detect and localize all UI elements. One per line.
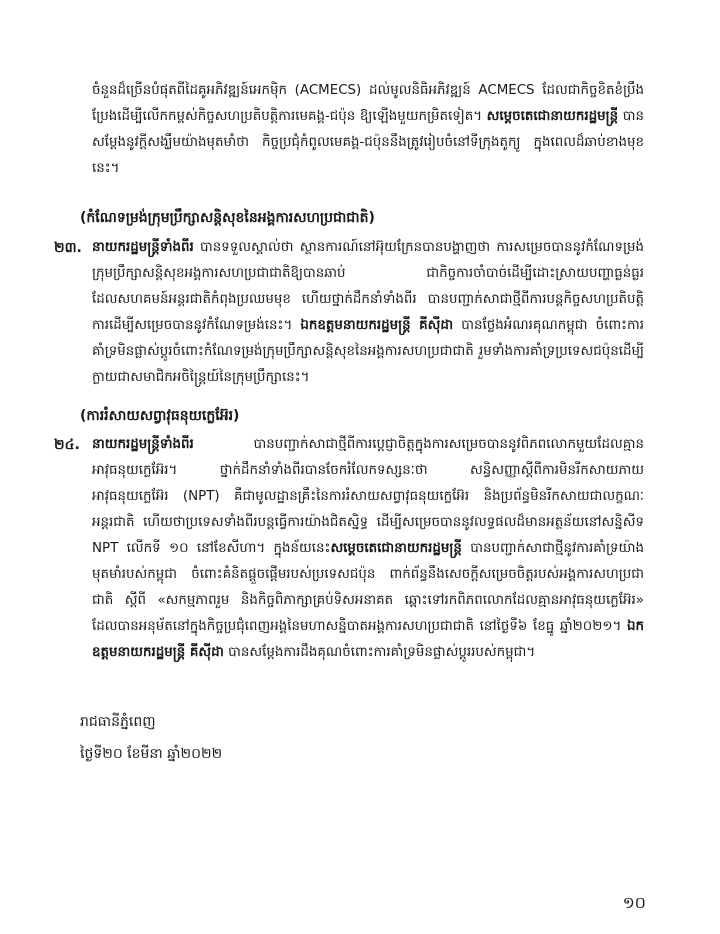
heading-nuclear-disarmament: (ការរំសាយសព្វាវុធនុយក្លេអ៊ែរ) (80, 408, 240, 424)
intro-bold-1: សម្តេចតេជោនាយករដ្ឋមន្ត្រី (486, 109, 619, 124)
intro-text-2: បានសម្តែងនូវក្តីសង្ឃឹមយ៉ាងមុតមាំថា កិច្ចប្រជុំកំពូលមេគង្គ-ជប៉ុននឹងត្រូវរៀបចំនៅទីក្រុងតូក្យូ ក្នុងពេលដ៏ឆាប់ខាងមុខនេះ។ (92, 109, 644, 176)
section-24-number: ២៤. (54, 437, 80, 453)
section-24-text-3: បានសម្តែងការដឹងគុណចំពោះការគាំទ្រមិនផ្លាស់ប្តូររបស់កម្ពុជា។ (223, 645, 536, 660)
section-24-bold-3: ឯកឧត្តមនាយករដ្ឋមន្ត្រី គីស៊ីដា (92, 619, 644, 660)
section-23-paragraph (92, 235, 644, 391)
section-24-lead: នាយករដ្ឋមន្ត្រីទាំងពីរ (92, 437, 194, 452)
section-23-text-2: បានថ្លែងអំណរគុណកម្ពុជា ចំពោះការគាំទ្រមិនផ្លាស់ប្តូរចំពោះកំណែទម្រង់ក្រុមប្រឹក្សាសន្តិសុខនៃអង្គការសហប្រជាជាតិ រួមទាំងការគាំទ្រប្រទេសជប៉ុនដើម្បីក្លាយជាសមាជិកអចិន្ត្រៃយ៍នៃក្រុមប្រឹក្សានេះ។ (92, 318, 645, 385)
section-23-text-1: បានទទួលស្គាល់ថា ស្ថានការណ៍នៅអ៊ុយក្រែនបានបង្ហាញថា ការសម្រេចបាននូវកំណែទម្រង់ក្រុមប្រឹក្សាសន្តិសុខអង្គការសហប្រជាជាតិឱ្យបានឆាប់ ជាកិច្ចការចាំបាច់ដើម្បីដោះស្រាយបញ្ហាធ្ងន់ធ្ងរ ដែលសហគមន៍អន្តរជាតិកំពុងប្រឈមមុខ ហើយថ្នាក់ដឹកនាំទាំងពីរ បានបញ្ជាក់សាជាថ្មីពីការបន្តកិច្ចសហប្រតិបត្តិការដើម្បីសម្រេចបាននូវកំណែទម្រង់នេះ។ (92, 240, 644, 333)
section-24-text-1: បានបញ្ជាក់សាជាថ្មីពីការប្តេជ្ញាចិត្តក្នុងការសម្រេចបាននូវពិភពលោកមួយដែលគ្មានអាវុធនុយក្លេអ៊ែរ។ ថ្នាក់ដឹកនាំទាំងពីរបានចែករំលែកទស្សនៈថា សន្ធិសញ្ញាស្តីពីការមិនរីកសាយភាយអាវុធនុយក្លេអ៊ែរ (NPT) គឺជាមូលដ្ឋានគ្រឹះនៃការរំសាយសព្វាវុធនុយក្លេអ៊ែរ និងប្រព័ន្ធមិនរីកសាយជាលក្ខណៈអន្តរជាតិ ហើយថាប្រទេសទាំងពីរបន្តធ្វើការយ៉ាងជិតស្និទ្ធ ដើម្បីសម្រេចបាននូវលទ្ធផលដ៏មានអត្ថន័យនៅសន្និសីទ NPT លើកទី ១០ នៅខែសីហា។ ក្នុងន័យនេះ (92, 437, 644, 556)
section-23-number: ២៣. (54, 240, 82, 256)
intro-text-1: ចំនួនដ៏ច្រើនបំផុតពីដៃគូអភិវឌ្ឍន៍អេកម៉ិក (ACMECS) ដល់មូលនិធិអភិវឌ្ឍន៍ ACMECS ដែលជាកិច្ចខិតខំប្រឹងប្រែងដើម្បីលើកកម្ពស់កិច្ចសហប្រតិបត្តិការមេគង្គ-ជប៉ុន ឱ្យឡើងមួយកម្រិតទៀត។ (92, 83, 644, 124)
closing-place: រាជធានីភ្នំពេញ (80, 714, 156, 730)
section-24-paragraph (92, 432, 644, 666)
heading-unsc-reform: (កំណែទម្រង់ក្រុមប្រឹក្សាសន្តិសុខនៃអង្គការសហប្រជាជាតិ) (80, 210, 375, 226)
section-23-lead: នាយករដ្ឋមន្ត្រីទាំងពីរ (92, 240, 194, 255)
page-number: ១០ (622, 893, 646, 912)
intro-paragraph (92, 78, 644, 182)
section-23-bold-2: ឯកឧត្តមនាយករដ្ឋមន្ត្រី គីស៊ីដា (300, 318, 454, 333)
section-24-bold-2: សម្តេចតេជោនាយករដ្ឋមន្ត្រី (330, 541, 462, 556)
section-24-text-2: បានបញ្ជាក់សាជាថ្មីនូវការគាំទ្រយ៉ាងមុតមាំរបស់កម្ពុជា ចំពោះគំនិតផ្តួចផ្តើមរបស់ប្រទេសជប៉ុន ពាក់ព័ន្ធនឹងសេចក្តីសម្រេចចិត្តរបស់អង្គការសហប្រជាជាតិ ស្តីពី «សកម្មភាពរួម និងកិច្ចពិភាក្សាគ្រប់ទិសអនាគត ឆ្ពោះទៅរកពិភពលោកដែលគ្មានអាវុធនុយក្លេអ៊ែរ» ដែលបានអនុម័តនៅក្នុងកិច្ចប្រជុំពេញអង្គនៃមហាសន្និបាតអង្គការសហប្រជាជាតិ នៅថ្ងៃទី៦ ខែធ្នូ ឆ្នាំ២០២១។ (92, 541, 644, 634)
closing-date: ថ្ងៃទី២០ ខែមីនា ឆ្នាំ២០២២ (80, 746, 223, 762)
